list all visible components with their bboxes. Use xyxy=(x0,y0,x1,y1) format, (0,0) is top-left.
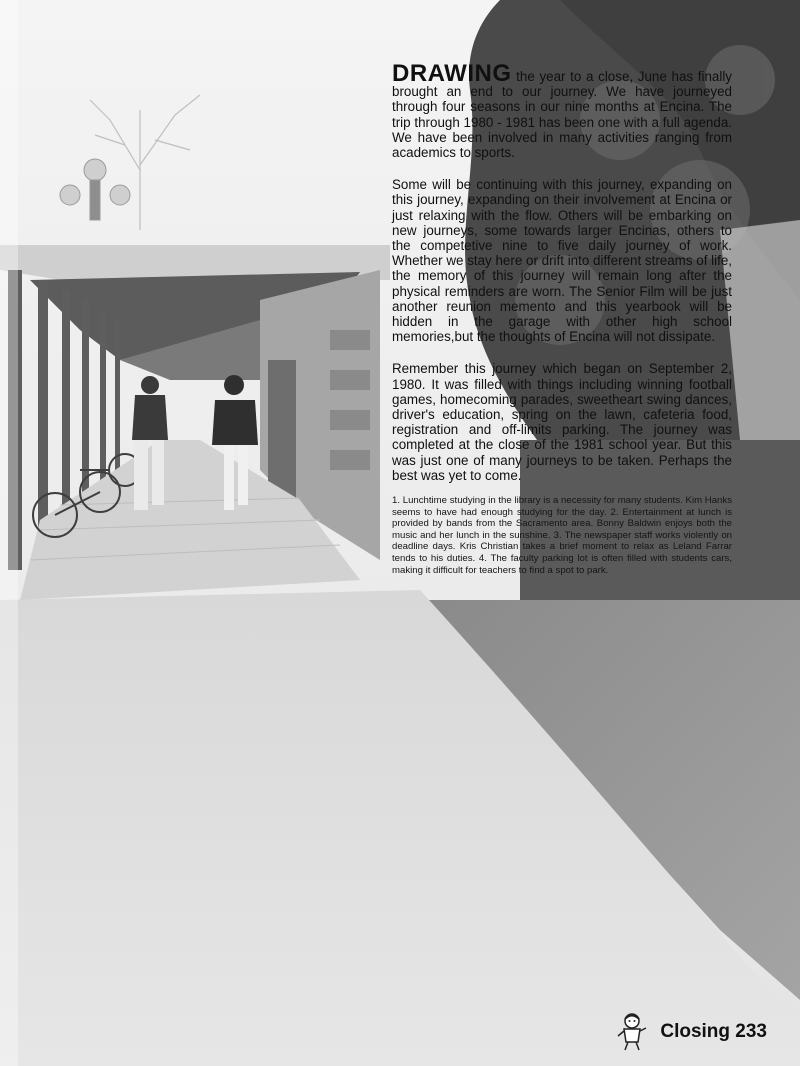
page-footer xyxy=(614,1012,767,1052)
photo-captions: 1. Lunchtime studying in the library is a necessity for many students. Kim Hanks seems to have had enough studying for the day. 2. Entertainment at lunch is provided by bands from the Sacramento area. Bonny Baldwin enjoys both the music and her lunch in the sunshine. 3. The newspaper staff works violently on deadline days. Kris Christian takes a brief moment to relax as Leland Farrar tends to his duties. 4. The faculty parking lot is often filled with students cars, making it difficult for teachers to find a spot to park. xyxy=(392,495,732,576)
mascot-icon xyxy=(614,1012,650,1052)
article-paragraph-1 xyxy=(392,60,732,161)
folio xyxy=(660,1021,767,1043)
section-name: Closing xyxy=(660,1021,731,1042)
article-text-block xyxy=(392,60,732,576)
page-number: 233 xyxy=(735,1021,767,1042)
article-paragraph-3: Remember this journey which began on September 2, 1980. It was filled with things including winning football games, homecoming parades, sweetheart swing dances, driver's education, spring on the lawn, cafeteria food, registration and off-limits parking. The journey was completed at the close of the 1981 school year. But this was just one of many journeys to be taken. Perhaps the best was yet to come. xyxy=(392,361,732,483)
article-paragraph-2: Some will be continuing with this journey, expanding on this journey, expanding on their involvement at Encina or just relaxing with the flow. Others will be embarking on new journeys, some towards larger Encinas, others to the competetive nine to five daily journey of work. Whether we stay here or drift into different streams of life, the memory of this journey will remain long after the physical reminders are worn. The Senior Film will be just another reunion memento and this yearbook will be hidden in the garage with other high school memories,but the thoughts of Encina will not dissipate. xyxy=(392,177,732,345)
paragraph-1-text: the year to a close, June has finally brought an end to our journey. We have journeyed through four seasons in our nine months at Encina. The trip through 1980 - 1981 has been one with a full agenda. We have been involved in many activities ranging from academics to sports. xyxy=(392,69,732,161)
lead-word: DRAWING xyxy=(392,60,512,87)
